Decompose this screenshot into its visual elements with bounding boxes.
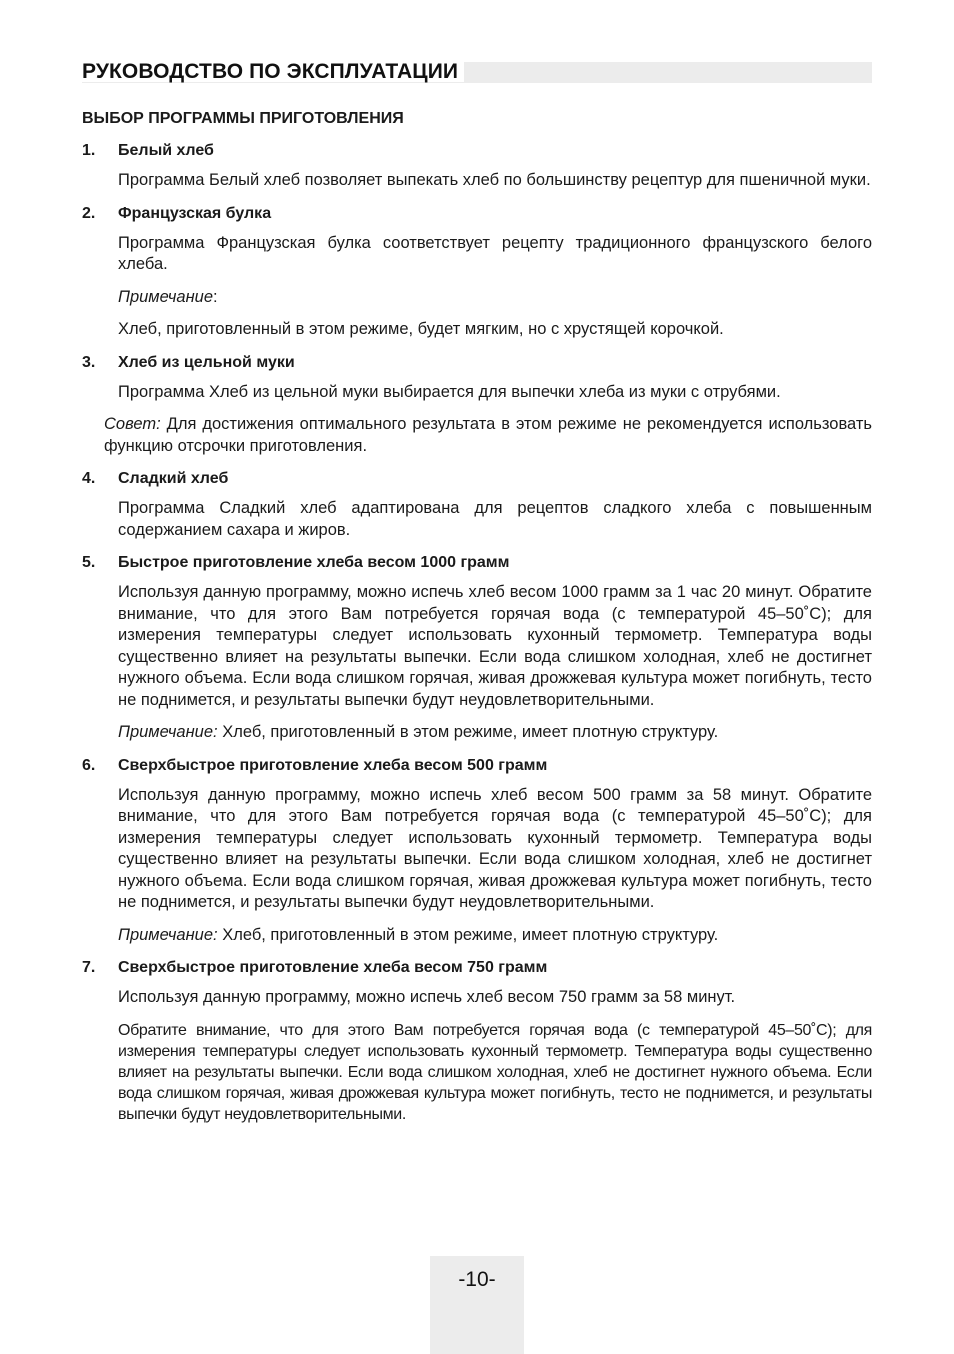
program-heading-6 bbox=[82, 755, 872, 777]
item-number: 3. bbox=[82, 353, 96, 371]
note-label: Примечание bbox=[118, 287, 214, 306]
item-title: Быстрое приготовление хлеба весом 1000 грамм bbox=[118, 554, 510, 571]
program-heading-2 bbox=[82, 203, 872, 225]
item-title: Сладкий хлеб bbox=[118, 470, 229, 487]
program-heading-1 bbox=[82, 140, 872, 162]
document-body bbox=[82, 108, 872, 1136]
item-number: 1. bbox=[82, 142, 96, 159]
note-text: Хлеб, приготовленный в этом режиме, будет мягким, но с хрустящей корочкой. bbox=[118, 320, 724, 338]
item-title: Белый хлеб bbox=[118, 142, 214, 159]
item-number: 4. bbox=[82, 470, 96, 487]
item-title: Сверхбыстрое приготовление хлеба весом 500 грамм bbox=[118, 756, 548, 774]
item-description: Программа Белый хлеб позволяет выпекать хлеб по большинству рецептур для пшеничной муки. bbox=[118, 171, 871, 189]
page-number: -10- bbox=[458, 1268, 496, 1291]
item-description-continued: Обратите внимание, что для этого Вам потребуется горячая вода (с температурой 45–50˚C); для измерения температуры следует использовать кухонный термометр. Температура воды существенно влияет на результаты выпечки. Если вода слишком холодная, хлеб не достигнет нужного объема. Если вода слишком горячая, живая дрожжевая культура может погибнуть, тесто не поднимется, и результаты выпечки будут неудовлетворительными. bbox=[118, 1021, 872, 1123]
note-label: Примечание: bbox=[118, 723, 218, 741]
item-number: 5. bbox=[82, 554, 96, 571]
page-header-bar bbox=[82, 62, 872, 83]
item-description: Используя данную программу, можно испечь хлеб весом 500 грамм за 58 минут. Обратите внимание, что для этого Вам потребуется горячая вода (с температурой 45–50˚C); для измерения температуры следует использовать кухонный термометр. Температура воды существенно влияет на результаты выпечки. Если вода слишком холодная, хлеб не достигнет нужного объема. Если вода слишком горячая, живая дрожжевая культура может погибнуть, тесто не поднимется, и результаты выпечки будут неудовлетворительными. bbox=[118, 785, 872, 911]
tip-paragraph bbox=[104, 414, 872, 457]
item-description: Программа Сладкий хлеб адаптирована для рецептов сладкого хлеба с повышенным содержанием сахара и жиров. bbox=[118, 499, 872, 539]
program-heading-7 bbox=[82, 957, 872, 979]
item-title: Хлеб из цельной муки bbox=[118, 353, 295, 371]
item-number: 6. bbox=[82, 756, 96, 774]
program-heading-3 bbox=[82, 352, 872, 374]
item-description: Программа Хлеб из цельной муки выбирается для выпечки хлеба из муки с отрубями. bbox=[118, 382, 781, 401]
section-title: ВЫБОР ПРОГРАММЫ ПРИГОТОВЛЕНИЯ bbox=[82, 110, 404, 127]
program-heading-4 bbox=[82, 468, 872, 490]
note-text: Хлеб, приготовленный в этом режиме, имеет плотную структуру. bbox=[217, 723, 719, 741]
note-paragraph bbox=[118, 925, 872, 947]
item-title: Французская булка bbox=[118, 204, 272, 222]
item-description: Используя данную программу, можно испечь хлеб весом 750 грамм за 58 минут. bbox=[118, 988, 736, 1006]
note-colon: : bbox=[213, 287, 218, 306]
item-description: Программа Французская булка соответствует рецепту традиционного французского белого хлеба. bbox=[118, 233, 872, 273]
note-paragraph bbox=[118, 722, 872, 744]
note-label-line bbox=[118, 287, 872, 309]
item-title: Сверхбыстрое приготовление хлеба весом 750 грамм bbox=[118, 959, 548, 976]
page-title: РУКОВОДСТВО ПО ЭКСПЛУАТАЦИИ bbox=[82, 61, 464, 82]
item-number: 2. bbox=[82, 204, 96, 222]
note-text: Хлеб, приготовленный в этом режиме, имеет плотную структуру. bbox=[217, 925, 719, 944]
page-number-box bbox=[430, 1256, 524, 1354]
item-description: Используя данную программу, можно испечь хлеб весом 1000 грамм за 1 час 20 минут. Обратите внимание, что для этого Вам потребуется горячая вода (с температурой 45–50˚C); для измерения температуры следует использовать кухонный термометр. Температура воды существенно влияет на результаты выпечки. Если вода слишком холодная, хлеб не достигнет нужного объема. Если вода слишком горячая, живая дрожжевая культура может погибнуть, тесто не поднимется, и результаты выпечки будут неудовлетворительными. bbox=[118, 583, 872, 709]
program-heading-5 bbox=[82, 552, 872, 574]
tip-label: Совет: bbox=[104, 415, 161, 433]
item-number: 7. bbox=[82, 959, 96, 976]
tip-text: Для достижения оптимального результата в этом режиме не рекомендуется использовать функцию отсрочки приготовления. bbox=[104, 415, 872, 455]
note-label: Примечание: bbox=[118, 925, 218, 944]
